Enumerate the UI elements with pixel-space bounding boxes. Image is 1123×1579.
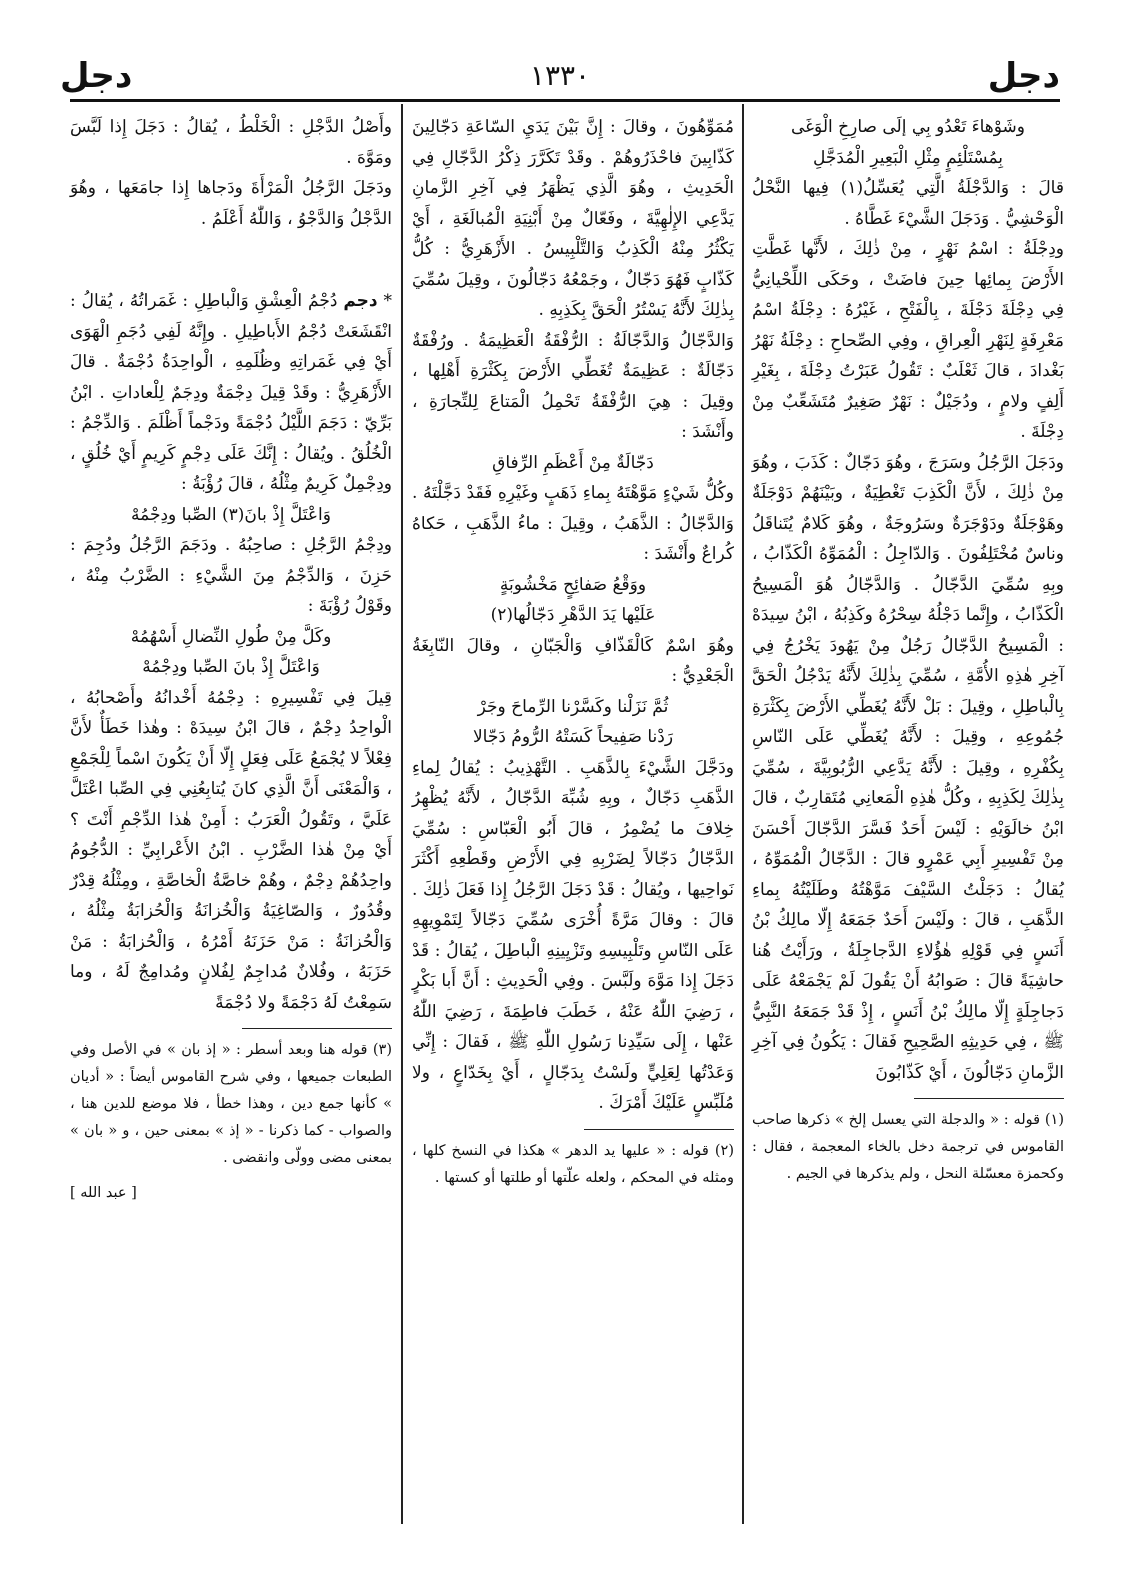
paragraph: ودَجَلَ الرَّجُلُ الْمَرْأَةَ ودَجاها إِذا جامَعَها ، وهُوَ الدَّجْلُ وَالدَّجْوُ ، وَاللّٰهُ أَعْلَمُ . xyxy=(70,178,392,229)
headword-right: دجل xyxy=(987,56,1060,96)
footnote-rule xyxy=(242,1028,392,1029)
headword-left: دجل xyxy=(60,56,133,96)
column-middle xyxy=(412,112,734,1192)
verse-line: ثُمَّ نَزَلْنا وكَسَّرْنا الرِّماحَ وجَرْ xyxy=(477,696,669,717)
verse-line: رَدْنا صَفِيحاً كَسَتْهُ الرُّومُ دَجّالا xyxy=(472,727,674,747)
paragraph: وهُوَ اسْمٌ كَالْقَذّافِ وَالْجَبّانِ ، وقالَ النّابِغَةُ الْجَعْدِيُّ : xyxy=(412,635,734,686)
column-right xyxy=(752,112,1064,1188)
paragraph: ودَجَلَ الرَّجُلُ وسَرَجَ ، وهُوَ دَجّالٌ : كَذَبَ ، وهُوَ مِنْ ذٰلِكَ ، لأَنَّ الْكَذِبَ تَغْطِيَةٌ ، وبَيْنَهُمْ دَوْجَلَةٌ وهَوْجَلَةٌ ودَوْجَرَةٌ وسَرُوجَةٌ ، وهُوَ كَلامٌ يُتَناقَلُ وناسٌ مُخْتَلِفُونَ . وَالدّاجِلُ : الْمُمَوِّهُ الْكَذّابُ ، وبِهِ سُمِّيَ الدَّجّالُ . وَالدَّجّالُ هُوَ الْمَسِيحُ الْكَذّابُ ، وإِنَّما دَجْلُهُ سِحْرُهُ وكَذِبُهُ ، ابْنُ سِيدَهْ : الْمَسِيحُ الدَّجّالُ رَجُلٌ مِنْ يَهُودَ يَخْرُجُ فِي آخِرِ هٰذِهِ الأُمَّةِ ، سُمِّيَ بِذٰلِكَ لأَنَّهُ يَدْجُلُ الْحَقَّ بِالْباطِلِ ، وقِيلَ : بَلْ لأَنَّهُ يُغَطِّي الأَرْضَ بِكَثْرَةِ جُمُوعِهِ ، وقِيلَ : لأَنَّهُ يُغَطِّي عَلَى النّاسِ بِكُفْرِهِ ، وقِيلَ : لأَنَّهُ يَدَّعِي الرُّبُوبِيَّةَ ، سُمِّيَ بِذٰلِكَ لِكَذِبِهِ ، وكُلُّ هٰذِهِ الْمَعانِي مُتَقارِبٌ ، قالَ ابْنُ خالَوَيْهِ : لَيْسَ أَحَدٌ فَسَّرَ الدَّجّالَ أَحْسَنَ مِنْ تَفْسِيرِ أَبِي عَمْرٍو قالَ : الدَّجّالُ الْمُمَوِّهُ ، يُقالُ : دَجَلْتُ السَّيْفَ مَوَّهْتُهُ وطَلَيْتُهُ بِماءِ الذَّهَبِ ، قالَ : ولَيْسَ أَحَدٌ جَمَعَهُ إِلّا مالِكُ بْنُ أَنَسٍ فِي قَوْلِهِ هٰؤُلاءِ الدَّجاجِلَةُ ، ورَأَيْتُ هُنا حاشِيَةً قالَ : صَوابُهُ أَنْ يَقُولَ لَمْ يَجْمَعْهُ عَلَى دَجاجِلَةٍ إِلّا مالِكُ بْنُ أَنَسٍ ، إِذْ قَدْ جَمَعَهُ النَّبِيُّ ﷺ ، فِي حَدِيثِهِ الصَّحِيحِ فَقالَ : يَكُونُ فِي آخِرِ الزَّمانِ دَجّالُونَ ، أَيْ كَذّابُونَ xyxy=(752,452,1064,1083)
editor-signature: [ عبد الله ] xyxy=(70,1185,137,1201)
page-number: ١٣٣٠ xyxy=(529,59,591,92)
footnote: (٢) قوله : « عليها يد الدهر » هكذا في النسخ كلها ، ومثله في المحكم ، ولعله علّتها أو طلتها أو كستها . xyxy=(412,1142,734,1186)
entry-star: * xyxy=(377,291,393,311)
page-header xyxy=(60,56,1060,100)
column-divider xyxy=(401,104,403,1524)
paragraph: وكُلُّ شَيْءٍ مَوَّهْتَهُ بِماءِ ذَهَبٍ وغَيْرِهِ فَقَدْ دَجَّلْتَهُ . وَالدَّجّالُ : الذَّهَبُ ، وقِيلَ : ماءُ الذَّهَبِ ، حَكاهُ كُراعٌ وأَنْشَدَ : xyxy=(412,483,734,564)
verse-line: وشَوْهاءَ تَعْدُو بِي إلَى صارِخِ الْوَغَى xyxy=(791,117,1025,137)
footnote: (٣) قوله هنا وبعد أسطر : « إذ بان » في الأصل وفي الطبعات جميعها ، وفي شرح القاموس أيضاً : « أديان » كأنها جمع دين ، وهذا خطأ ، فلا موضع للدين هنا ، والصواب - كما ذكرنا - « إذ » بمعنى حين ، و « بان » بمعنى مضى وولّى وانقضى . xyxy=(70,1042,392,1166)
verse-line: بِمُسْتَلْئِمٍ مِثْلِ الْبَعِيرِ الْمُدَجَّلِ xyxy=(812,147,1004,168)
header-rule xyxy=(70,99,1060,102)
verse-line: ووَقْعُ صَفائِحٍ مَخْشُوبَةٍ xyxy=(499,574,647,595)
footnote-rule xyxy=(584,1129,734,1130)
entry-paragraph xyxy=(70,286,392,500)
verse-line: وَاعْتَلَّ إِذْ بانَ الصِّبا ودِجْمُهْ xyxy=(142,657,320,677)
paragraph: وَالدَّجّالُ وَالدَّجّالَةُ : الرُّفْقَةُ الْعَظِيمَةُ . ورُفْقَةٌ دَجّالَةٌ : عَظِيمَةٌ تُغَطِّي الأَرْضَ بِكَثْرَةِ أَهْلِها ، وقِيلَ : هِيَ الرُّفْقَةُ تَحْمِلُ الْمَتاعَ لِلتِّجارَةِ ، وأَنْشَدَ : xyxy=(412,330,734,442)
paragraph: ودَجَّلَ الشَّيْءَ بِالذَّهَبِ . التَّهْذِيبُ : يُقالُ لِماءِ الذَّهَبِ دَجّالٌ ، وبِهِ شُبِّهَ الدَّجّالُ ، لأَنَّهُ يُظْهِرُ خِلافَ ما يُضْمِرُ ، قالَ أَبُو الْعَبّاسِ : سُمِّيَ الدَّجّالُ دَجّالاً لِضَرْبِهِ فِي الأَرْضِ وقَطْعِهِ أَكْثَرَ نَواحِيها ، ويُقالُ : قَدْ دَجَلَ الرَّجُلُ إِذا فَعَلَ ذٰلِكَ . قالَ : وقالَ مَرَّةً أُخْرَى سُمِّيَ دَجّالاً لِتَمْوِيهِهِ عَلَى النّاسِ وتَلْبِيسِهِ وتَزْيِينِهِ الْباطِلَ ، يُقالُ : قَدْ دَجَلَ إِذا مَوَّهَ ولَبَّسَ . وفِي الْحَدِيثِ : أَنَّ أَبا بَكْرٍ ، رَضِيَ اللّٰهُ عَنْهُ ، خَطَبَ فاطِمَةَ ، رَضِيَ اللّٰهُ عَنْها ، إِلَى سَيِّدِنا رَسُولِ اللّٰهِ ﷺ ، فَقالَ : إِنِّي وَعَدْتُها لِعَلِيٍّ ولَسْتُ بِدَجّالٍ ، أَيْ بِخَدّاعٍ ، ولا مُلَبِّسٍ عَلَيْكَ أَمْرَكَ . xyxy=(412,757,734,1113)
paragraph: قالَ : وَالدَّجْلَةُ الَّتِي يُعَسِّلُ(١) فِيها النَّحْلُ الْوَحْشِيُّ . وَدَجَلَ الشَّيْءَ غَطَّاهُ . xyxy=(752,178,1064,229)
paragraph: ودِجْمُ الرَّجُلِ : صاحِبُهُ . ودَجَمَ الرَّجُلُ ودُجِمَ : حَزِنَ ، وَالدِّجْمُ مِنَ الشَّيْءِ : الضَّرْبُ مِنْهُ ، وقَوْلُ رُؤْبَةَ : xyxy=(70,535,392,616)
paragraph: قِيلَ فِي تَفْسِيرِهِ : دِجْمُهُ أَخْدانُهُ وأَصْحابُهُ ، الْواحِدُ دِجْمٌ ، قالَ ابْنُ سِيدَهْ : وهٰذا خَطَأٌ لأَنَّ فِعْلاً لا يُجْمَعُ عَلَى فِعَلٍ إِلّا أَنْ يَكُونَ اسْماً لِلْجَمْعِ ، وَالْمَعْنَى أَنَّ الَّذِي كانَ يُتابِعُنِي فِي الصِّبا اعْتَلَّ عَلَيَّ ، وتَقُولُ الْعَرَبُ : أَمِنْ هٰذا الدِّجْمِ أَنْتَ ؟ أَيْ مِنْ هٰذا الضَّرْبِ . ابْنُ الأَعْرابِيِّ : الدُّجُومُ واحِدُهُمْ دِجْمٌ ، وهُمْ خاصَّةُ الْخاصَّةِ ، ومِثْلُهُ قِدْرٌ وقُدُورٌ ، وَالصّاغِيَةُ وَالْخُزانَةُ وَالْحُزابَةُ مِثْلُهُ ، وَالْحُزانَةُ : مَنْ حَزَنَهُ أَمْرُهُ ، وَالْحُزابَةُ : مَنْ حَزَبَهُ ، وفُلانٌ مُداجِمٌ لِفُلانٍ ومُدامِجٌ لَهُ ، وما سَمِعْتُ لَهُ دَجْمَةً ولا دُجْمَةً xyxy=(70,687,392,1013)
verse-line: وكَلَّ مِنْ طُولِ النِّضالِ أَسْهُمُهْ xyxy=(130,626,332,647)
paragraph: مُمَوِّهُونَ ، وقالَ : إِنَّ بَيْنَ يَدَيِ السّاعَةِ دَجّالِينَ كَذّابِينَ فاحْذَرُوهُمْ . وقَدْ تَكَرَّرَ ذِكْرُ الدَّجّالِ فِي الْحَدِيثِ ، وهُوَ الَّذِي يَظْهَرُ فِي آخِرِ الزَّمانِ يَدَّعِي الإِلٰهِيَّةَ ، وفَعّالٌ مِنْ أَبْنِيَةِ الْمُبالَغَةِ ، أَيْ يَكْثُرُ مِنْهُ الْكَذِبُ وَالتَّلْبِيسُ . الأَزْهَرِيُّ : كُلُّ كَذّابٍ فَهُوَ دَجّالٌ ، وجَمْعُهُ دَجّالُونَ ، وقِيلَ سُمِّيَ بِذٰلِكَ لأَنَّهُ يَسْتُرُ الْحَقَّ بِكَذِبِهِ . xyxy=(412,117,734,320)
paragraph: وأَصْلُ الدَّجْلِ : الْخَلْطُ ، يُقالُ : دَجَلَ إِذا لَبَّسَ ومَوَّهَ . xyxy=(70,117,392,168)
entry-text: دُجْمُ الْعِشْقِ وَالْباطِلِ : غَمَراتُهُ ، يُقالُ : انْقَشَعَتْ دُجْمُ الأَباطِيلِ . وإِنَّهُ لَفِي دُجَمِ الْهَوَى أَيْ فِي غَمَراتِهِ وظُلَمِهِ ، الْواحِدَةُ دُجْمَةٌ . قالَ الأَزْهَرِيُّ : وقَدْ قِيلَ دِجْمَةٌ ودِجَمٌ لِلْعاداتِ . ابْنُ بَرِّيّ : دَجَمَ اللَّيْلُ دُجْمَةً ودَجْماً أَظْلَمَ . وَالدِّجْمُ : الْخُلُقُ . ويُقالُ : إِنَّكَ عَلَى دِجْمٍ كَرِيمٍ أَيْ خُلُقٍ ، ودِجْمِلٌ كَرِيمٌ مِثْلُهُ ، قالَ رُؤْبَةُ : xyxy=(70,291,392,494)
column-left xyxy=(70,112,392,1209)
footnote-rule xyxy=(914,1098,1064,1099)
verse-line: وَاعْتَلَّ إِذْ بانَ(٣) الصِّبا ودِجْمُهْ xyxy=(131,504,331,525)
entry-word: دجم xyxy=(343,291,378,311)
verse-line: دَجّالَةٌ مِنْ أَعْظَمِ الرِّفاقِ xyxy=(492,452,654,473)
footnote: (١) قوله : « والدجلة التي يعسل إلخ » ذكرها صاحب القاموس في ترجمة دخل بالخاء المعجمة ، فقال : وكحمزة معسّلة النحل ، ولم يذكرها في الجيم . xyxy=(752,1112,1064,1182)
paragraph: ودِجْلَةُ : اسْمُ نَهْرٍ ، مِنْ ذٰلِكَ ، لأَنَّها غَطَّتِ الأَرْضَ بِمائِها حِينَ فاضَتْ ، وحَكَى اللِّحْيانِيُّ فِي دِجْلَةَ دَجْلَةَ ، بِالْفَتْحِ ، غَيْرُهُ : دِجْلَةُ اسْمُ مَعْرِفَةٍ لِنَهْرِ الْعِراقِ ، وفِي الصِّحاحِ : دِجْلَةُ نَهْرُ بَغْدادَ ، قالَ ثَعْلَبٌ : تَقُولُ عَبَرْتُ دِجْلَةَ ، بِغَيْرِ أَلِفٍ ولامٍ ، ودُجَيْلٌ : نَهْرٌ صَغِيرٌ مُتَشَعِّبٌ مِنْ دِجْلَةَ . xyxy=(752,239,1064,442)
column-divider xyxy=(742,104,744,1524)
verse-line: عَلَيْها يَدَ الدَّهْرِ دَجّالُها(٢) xyxy=(490,605,656,625)
entry-gap xyxy=(70,234,392,286)
